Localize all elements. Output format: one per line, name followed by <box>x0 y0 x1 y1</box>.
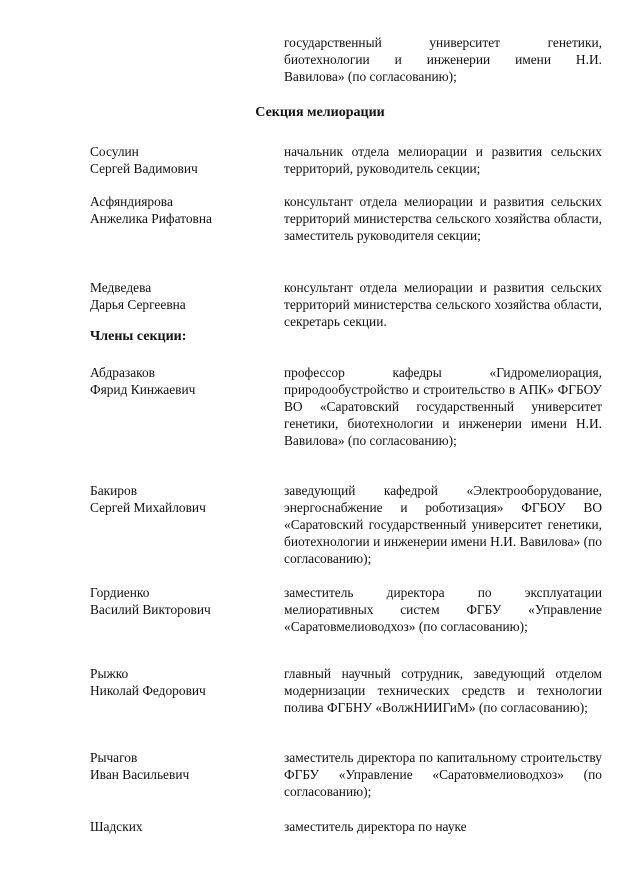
surname: Медведева <box>90 280 152 295</box>
given-name: Иван Васильевич <box>90 767 190 782</box>
surname: Рычагов <box>90 750 138 765</box>
word: и <box>394 52 402 67</box>
word: биотехнологии <box>284 52 370 67</box>
surname: Гордиенко <box>90 585 150 600</box>
surname: Абдразаков <box>90 365 155 380</box>
word: государственный <box>284 35 382 50</box>
word: инженерии <box>426 52 491 67</box>
given-name: Анжелика Рифатовна <box>90 211 212 226</box>
person-role: начальник отдела мелиорации и развития сельских территорий, руководитель секции; <box>284 144 602 176</box>
person-name <box>90 749 280 783</box>
person-name <box>90 818 280 835</box>
person-name <box>90 193 280 227</box>
surname: Сосулин <box>90 144 139 159</box>
person-name <box>90 143 280 177</box>
word: университет <box>429 35 500 50</box>
members-heading: Члены секции: <box>90 329 187 344</box>
surname: Рыжко <box>90 666 129 681</box>
word: имени <box>515 52 552 67</box>
person-role: консультант отдела мелиорации и развития сельских территорий министерства сельского хозяйства области, секретарь секции. <box>284 280 602 329</box>
continuation-line-2 <box>284 51 602 68</box>
surname: Шадских <box>90 819 143 834</box>
person-name <box>90 364 280 398</box>
person-role: консультант отдела мелиорации и развития сельских территорий министерства сельского хозяйства области, заместитель руководителя секции; <box>284 194 602 243</box>
person-role: заместитель директора по капитальному строительству ФГБУ «Управление «Саратовмелиоводхоз» (по согласованию); <box>284 750 602 799</box>
person-role: заместитель директора по эксплуатации мелиоративных систем ФГБУ «Управление «Саратовмелиоводхоз» (по согласованию); <box>284 585 602 634</box>
continuation-line-3: Вавилова» (по согласованию); <box>284 69 457 84</box>
person-role: заведующий кафедрой «Электрооборудование, энергоснабжение и роботизация» ФГБОУ ВО «Саратовский государственный университет генетики, биотехнологии и инженерии имени Н.И. Вавилова» (по согласованию); <box>284 483 602 566</box>
word: Н.И. <box>575 52 602 67</box>
given-name: Фярид Кинжаевич <box>90 382 196 397</box>
continuation-line-1 <box>284 34 602 51</box>
person-name <box>90 482 280 516</box>
given-name: Василий Викторович <box>90 602 211 617</box>
given-name: Дарья Сергеевна <box>90 297 186 312</box>
person-name <box>90 665 280 699</box>
continuation-text <box>284 34 602 85</box>
surname: Бакиров <box>90 483 138 498</box>
person-role: главный научный сотрудник, заведующий отделом модернизации технических средств и технологии полива ФГБНУ «ВолжНИИГиМ» (по согласованию); <box>284 666 602 715</box>
word: генетики, <box>547 35 602 50</box>
given-name: Сергей Михайлович <box>90 500 206 515</box>
person-name <box>90 584 280 618</box>
section-title: Секция мелиорации <box>255 105 385 120</box>
person-name <box>90 279 280 313</box>
given-name: Николай Федорович <box>90 683 206 698</box>
person-role: профессор кафедры «Гидромелиорация, природообустройство и строительство в АПК» ФГБОУ ВО «Саратовский государственный университет генетики, биотехнологии и инженерии имени Н.И. Вавилова» (по согласованию); <box>284 365 602 448</box>
person-role: заместитель директора по науке <box>284 819 467 834</box>
given-name: Сергей Вадимович <box>90 161 198 176</box>
surname: Асфяндиярова <box>90 194 173 209</box>
